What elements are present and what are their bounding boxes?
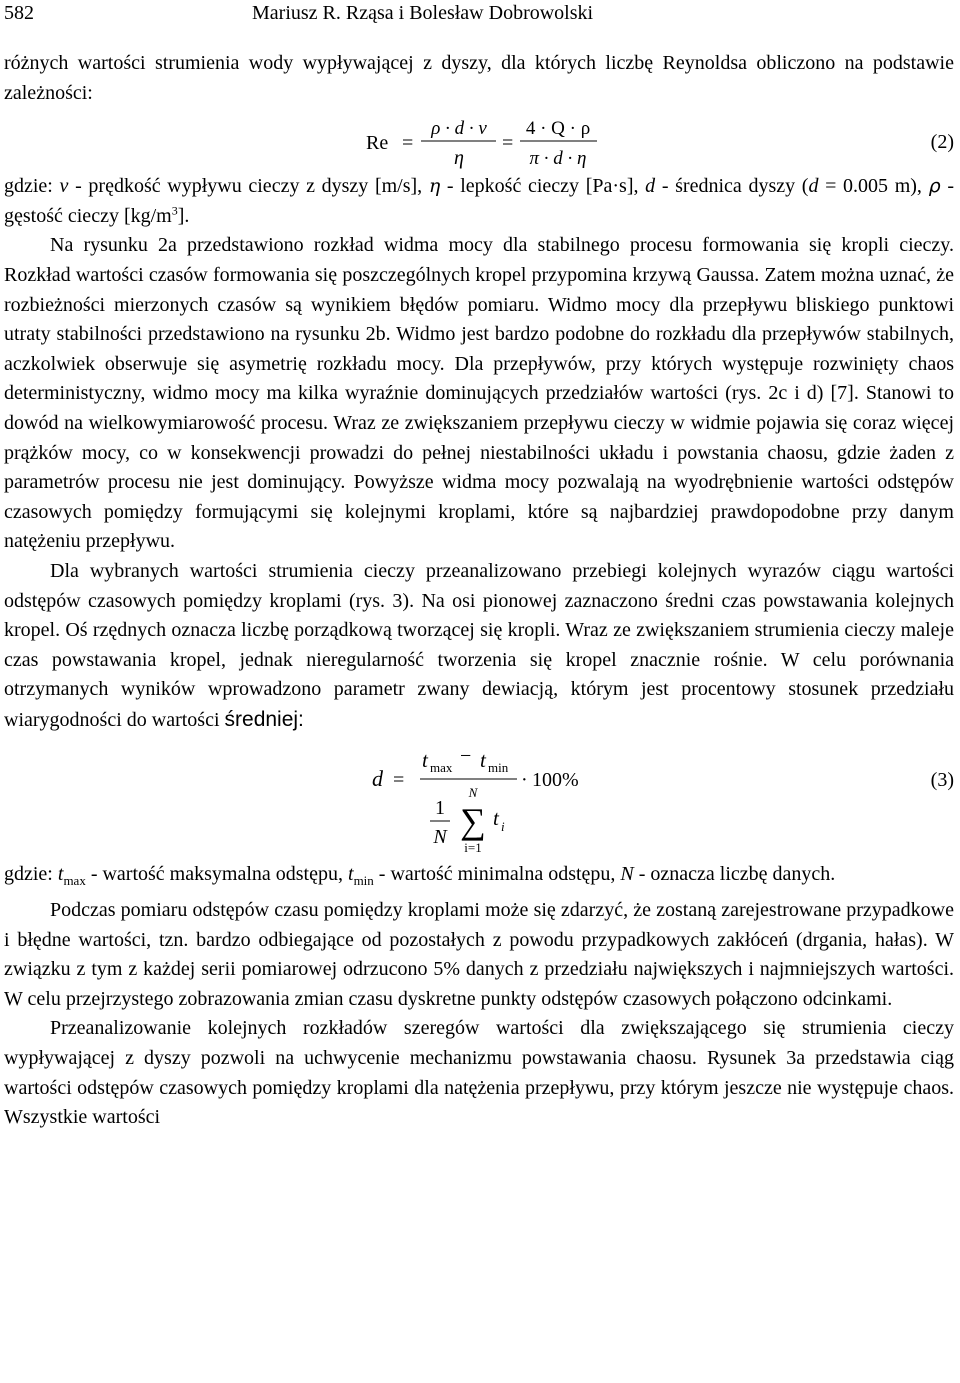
paragraph-spectra: Na rysunku 2a przedstawiono rozkład widma mocy dla stabilnego procesu formowania się kropli cieczy. Rozkład wartości czasów formowania się poszczególnych kropel przypomina krzywą Gaussa. Zatem można uznać, że rozbieżności mierzonych czasów są wynikiem błędów pomiaru. Widmo mocy dla przepływu bliskiego punktowi utraty stabilności przedstawiono na rysunku 2b. Widmo jest bardzo podobne do rozkładu dla przepływów stabilnych, aczkolwiek obserwuje się asymetrię rozkładu mocy. Dla przepływów, przy których występuje rozwinięty chaos deterministyczny, widmo mocy ma kilka wyraźnie dominujących przedziałów wartości (rys. 2c i d) [7]. Stanowi to dowód na wielkowymiarowość procesu. Wraz ze zwiększaniem przepływu cieczy w widmie pojawia się coraz więcej prążków mocy, co w konsekwencji prowadzi do pełnej niestabilności układu i powstania chaosu, gdzie żaden z parametrów procesu nie jest dominujący. Powyższe widma mocy pozwalają na wyodrębnienie wartości odstępów czasowych pomiędzy formującymi się kolejnymi kroplami, które są najbardziej prawdopodobne przy danym natężeniu przepływu. <box>4 234 954 553</box>
symbol-d: d <box>645 175 656 198</box>
eq2-equals-1: = <box>402 132 414 155</box>
where1-rho-desc: - gęstość cieczy [kg/m <box>4 175 954 227</box>
where1-v-desc: - prędkość wypływu cieczy z dyszy [m/s], <box>68 175 429 198</box>
paragraph-deviation-text: Dla wybranych wartości strumienia cieczy przeanalizowano przebiegi kolejnych wyrazów ciągu wartości odstępów czasowych pomiędzy kroplami (rys. 3). Na osi pionowej zaznaczono średni czas powstawania kolejnych kropel. Oś rzędnych oznacza liczbę porządkową tworzącej się kropli. Wraz ze zwiększaniem strumienia cieczy maleje czas powstawania kropel, jednak nieregularność tworzenia się kropel znacznie rośnie. W celu porównania otrzymanych wyników wprowadzono parametr zwany dewiacją, którym jest procentowy stosunek przedziału wiarygodności do wartości <box>4 559 954 731</box>
eq2-frac1-numerator: ρ · d · v <box>431 118 487 140</box>
page-number: 582 <box>4 2 34 24</box>
eq3-minus: − <box>460 745 472 768</box>
equation-2-number: (2) <box>930 131 954 154</box>
equation-3 <box>4 735 954 860</box>
paragraph-where-2 <box>4 860 954 896</box>
eq3-t-min: t <box>480 748 486 773</box>
eq3-sum-upper: N <box>468 785 478 801</box>
eq3-one: 1 <box>435 797 445 820</box>
eq3-times: · <box>521 769 528 792</box>
where2-N-desc: - oznacza liczbę danych. <box>633 863 836 886</box>
equation-3-formula <box>4 735 654 860</box>
equation-2-formula <box>4 108 654 172</box>
eq3-t-max: t <box>422 748 428 773</box>
where2-lead: gdzie: <box>4 863 58 886</box>
symbol-eta: η <box>428 175 441 198</box>
eq3-equals: = <box>393 769 405 792</box>
where1-eta-desc: - lepkość cieczy [Pa·s], <box>440 175 646 198</box>
where2-min-subscript: min <box>353 873 374 889</box>
eq3-i-subscript: i <box>501 819 505 835</box>
eq3-N: N <box>433 826 447 849</box>
symbol-v: v <box>59 175 69 198</box>
symbol-rho: ρ <box>928 175 941 198</box>
eq2-frac1-denominator: η <box>454 147 464 170</box>
where1-d-desc: - średnica dyszy ( <box>655 175 809 198</box>
paragraph-analysis: Przeanalizowanie kolejnych rozkładów szeregów wartości dla zwiększającego się strumienia cieczy wypływającej z dyszy pozwoli na uchwycenie mechanizmu powstawania chaosu. Rysunek 3a przedstawia ciąg wartości odstępów czasowych pomiędzy kroplami dla natężenia przepływu, przy którym jeszcze nie występuje chaos. Wszystkie wartości <box>4 1017 954 1129</box>
eq3-sum-lower: i=1 <box>464 840 482 856</box>
paragraph-intro: różnych wartości strumienia wody wypływającej z dyszy, dla których liczbę Reynoldsa obliczono na podstawie zależności: <box>4 52 954 104</box>
symbol-d-2: d <box>808 175 819 198</box>
symbol-t-min: t <box>348 863 354 886</box>
eq3-t-i: t <box>493 806 499 831</box>
paragraph-measurement: Podczas pomiaru odstępów czasu pomiędzy kroplami może się zdarzyć, że zostaną zarejestrowane przypadkowe i błędne wartości, tzn. bardzo odbiegające od pozostałych z powodu przypadkowych zakłóceń (drgania, hałas). W związku z tym z każdej serii pomiarowej odrzucono 5% danych z przedziału największych i najmniejszych wartości. W celu przejrzystego zobrazowania zmian czasu dyskretne punkty odstępów czasowych połączono odcinkami. <box>4 899 954 1010</box>
equation-2 <box>4 108 954 172</box>
eq2-lhs: Re <box>366 132 389 155</box>
eq2-frac2-denominator: π · d · η <box>529 148 587 170</box>
where2-min-desc: - wartość minimalna odstępu, <box>373 863 621 886</box>
where2-max-desc: - wartość maksymalna odstępu, <box>85 863 348 886</box>
where2-max-subscript: max <box>63 873 86 889</box>
eq3-percent: 100% <box>532 769 579 792</box>
paragraph-where-1 <box>4 172 954 231</box>
eq2-frac2-numerator: 4 · Q · ρ <box>525 118 591 140</box>
paragraph-deviation <box>4 557 954 736</box>
eq3-min-subscript: min <box>488 760 509 776</box>
paragraph-deviation-tail: średniej: <box>224 707 304 731</box>
where1-end: ]. <box>177 204 190 227</box>
where1-superscript-3: 3 <box>171 203 178 218</box>
eq2-equals-2: = <box>502 132 514 155</box>
where1-lead: gdzie: <box>4 175 60 198</box>
running-head-authors: Mariusz R. Rząsa i Bolesław Dobrowolski <box>252 2 594 24</box>
where1-d-value: = 0.005 m), <box>818 175 929 198</box>
symbol-N: N <box>620 863 634 886</box>
eq3-sigma: ∑ <box>460 801 486 842</box>
equation-3-number: (3) <box>930 769 954 792</box>
symbol-t-max: t <box>57 863 64 886</box>
eq3-lhs: d <box>372 766 383 792</box>
body-text <box>4 49 954 1133</box>
eq3-max-subscript: max <box>430 760 453 776</box>
